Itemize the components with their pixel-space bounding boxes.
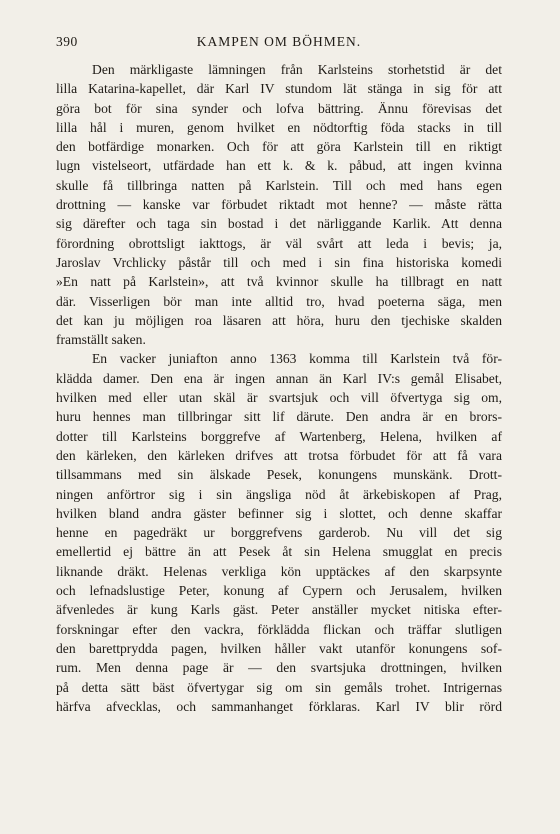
text-line: lilla hål i muren, genom hvilket en nödtorftig föda stacks in till bbox=[56, 119, 502, 135]
text-line: huru hennes man tillbringar sitt lif därute. Den andra är en brors- bbox=[56, 409, 502, 425]
text-line: sig därefter och taga sin bostad i det närliggande Karlik. Att denna bbox=[56, 216, 502, 232]
text-line: Jaroslav Vrchlicky påstår till och med i sin fina historiska komedi bbox=[56, 254, 502, 270]
text-line: härfva afvecklas, och sammanhanget förklaras. Karl IV blir rörd bbox=[56, 698, 502, 714]
text-line: på detta sätt bäst öfvertygar sig om sin gemåls trohet. Intrigernas bbox=[56, 679, 502, 695]
text-line: förordning obrottsligt iakttogs, är väl svårt att leda i bevis; ja, bbox=[56, 235, 502, 251]
text-line: »En natt på Karlstein», att två kvinnor skulle ha tillbragt en natt bbox=[56, 274, 502, 290]
text-line: dotter till Karlsteins borggrefve af Wartenberg, Helena, hvilken af bbox=[56, 428, 502, 444]
text-line: ningen anförtror sig i sin ängsliga nöd åt ärkebiskopen af Prag, bbox=[56, 486, 502, 502]
text-line: den barettprydda pagen, hvilken håller vakt utanför konungens sof- bbox=[56, 640, 502, 656]
text-line: henne en pagedräkt ur borggrefvens garderob. Nu vill det sig bbox=[56, 525, 502, 541]
text-line: forskningar efter den vackra, förklädda flickan och träffar slutligen bbox=[56, 621, 502, 637]
running-title: KAMPEN OM BÖHMEN. bbox=[196, 34, 362, 49]
text-line: framställt saken. bbox=[56, 332, 146, 348]
text-line: den botfärdige monarken. Och för att göra Karlstein till en riktigt bbox=[56, 139, 502, 155]
text-line: den kärleken, den kärleken drifves att trotsa förbudet för att få vara bbox=[56, 447, 502, 463]
text-line: lugn vistelseort, utfärdade han ett k. & k. påbud, att ingen kvinna bbox=[56, 158, 502, 174]
page-header bbox=[56, 30, 502, 52]
text-line: liknande dräkt. Helenas verkliga kön upptäckes af den skarpsynte bbox=[56, 563, 502, 579]
text-line: drottning — kanske var förbudet riktadt mot henne? — måste rätta bbox=[56, 197, 502, 213]
page-number: 390 bbox=[56, 34, 78, 49]
body-text bbox=[56, 60, 502, 716]
text-line: rum. Men denna page är — den svartsjuka drottningen, hvilken bbox=[56, 660, 502, 676]
text-line: En vacker juniafton anno 1363 komma till Karlstein två för- bbox=[92, 351, 502, 367]
text-line: lilla Katarina-kapellet, där Karl IV stundom lät stänga in sig för att bbox=[56, 81, 502, 97]
text-line: och lefnadslustige Peter, konung af Cypern och Jerusalem, hvilken bbox=[56, 583, 502, 599]
text-line: göra bot för sina synder och lofva bättring. Ännu förevisas det bbox=[56, 100, 502, 116]
text-line: äfvenledes är kung Karls gäst. Peter anställer mycket nitiska efter- bbox=[56, 602, 502, 618]
text-line: hvilken bland andra gäster befinner sig i slottet, och denne skaffar bbox=[56, 505, 502, 521]
text-line: klädda damer. Den ena är ingen annan än Karl IV:s gemål Elisabet, bbox=[56, 370, 502, 386]
text-line: där. Visserligen bör man inte alltid tro, hvad poeterna säga, men bbox=[56, 293, 502, 309]
text-line: Den märkligaste lämningen från Karlsteins storhetstid är det bbox=[92, 62, 502, 77]
text-line: skulle få tillbringa natten på Karlstein. Till och med hans egen bbox=[56, 177, 502, 193]
text-line: tillsammans med sin älskade Pesek, konungens munskänk. Drott- bbox=[56, 467, 502, 483]
text-line: emellertid ej bättre än att Pesek åt sin Helena smugglat en precis bbox=[56, 544, 502, 560]
text-line: hvilken med eller utan skäl är svartsjuk och vill öfvertyga sig om, bbox=[56, 390, 502, 406]
text-line: det kan ju möjligen roa läsaren att höra, huru den tjechiske skalden bbox=[56, 312, 502, 328]
